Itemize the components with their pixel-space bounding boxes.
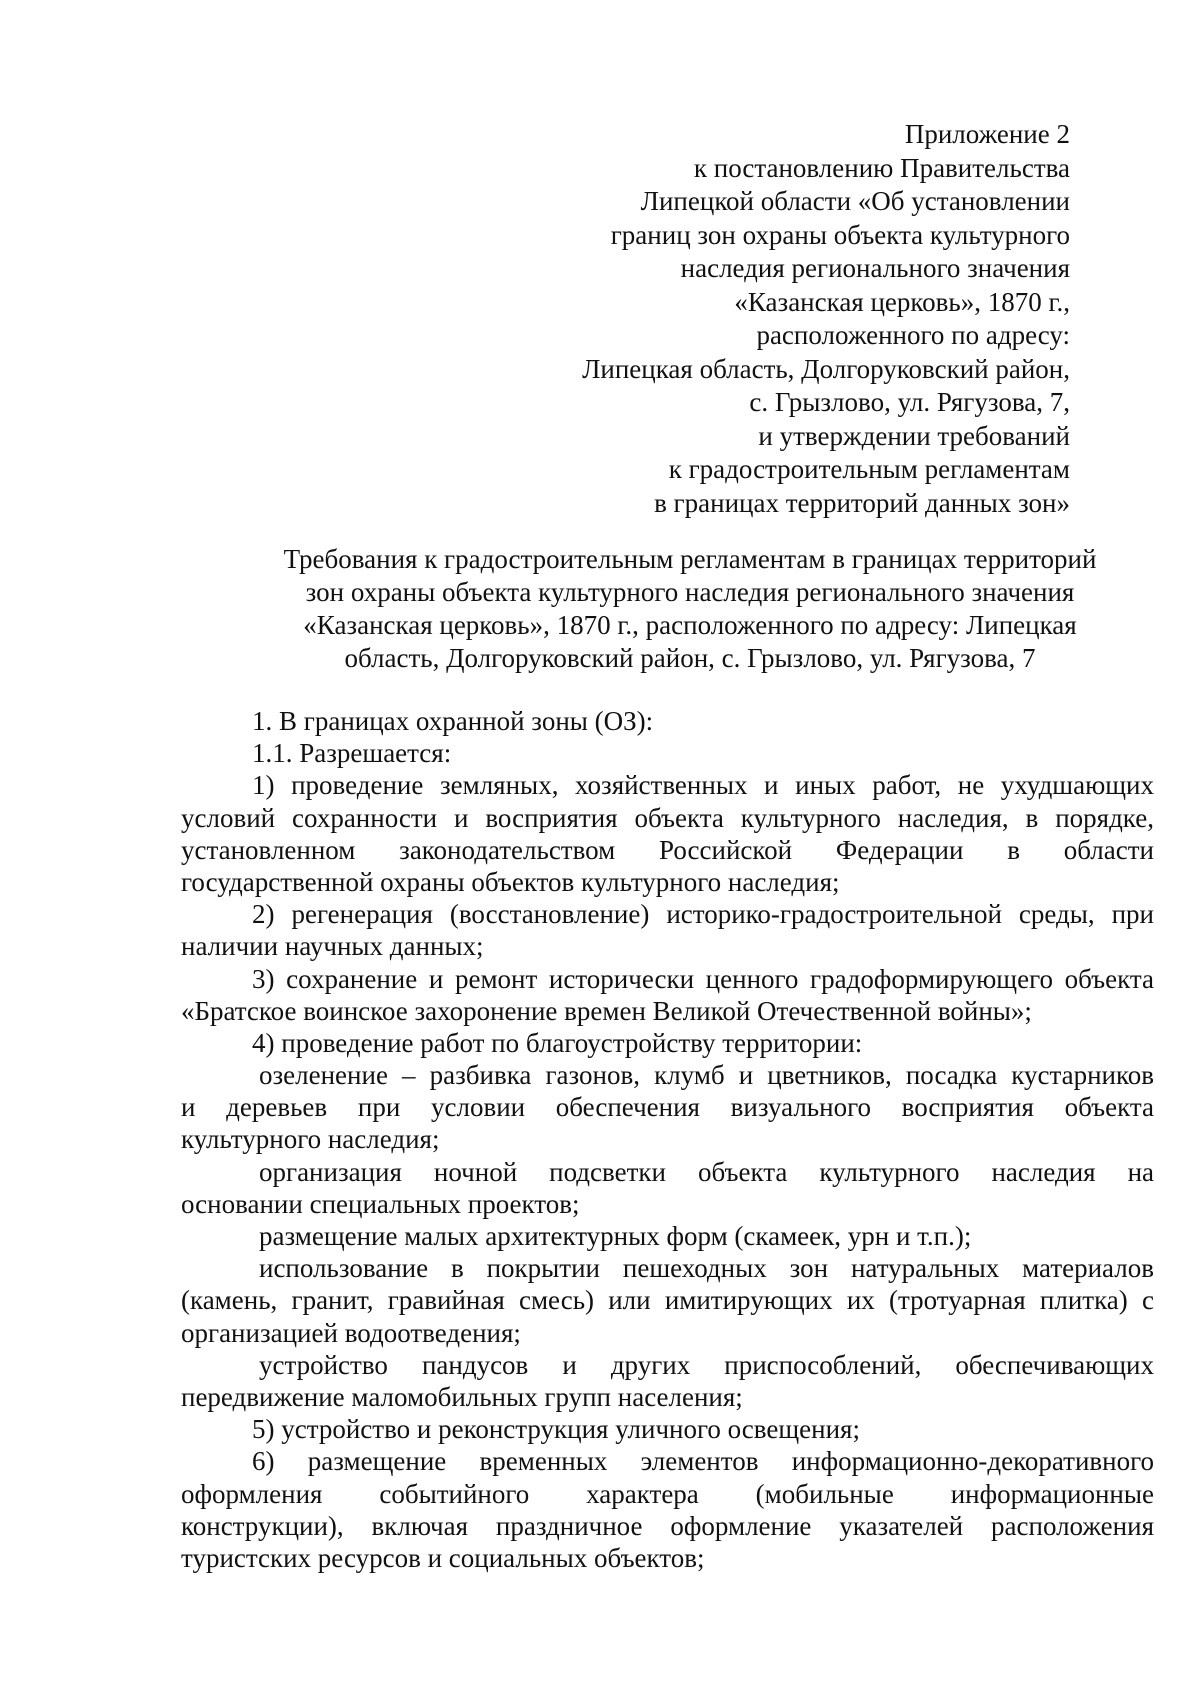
body-line: культурного наследия; <box>181 1124 440 1155</box>
body-line: установленном законодательством Российской Федерации в области <box>181 834 1154 865</box>
body-line: 6) размещение временных элементов информационно-декоративного <box>252 1446 1154 1477</box>
appendix-line: Приложение 2 <box>904 119 1070 149</box>
appendix-line: и утверждении требований <box>758 420 1070 451</box>
appendix-line: Липецкой области «Об установлении <box>640 186 1070 216</box>
body-line: наличии научных данных; <box>181 931 484 962</box>
body-line: озеленение – разбивка газонов, клумб и цветников, посадка кустарников <box>259 1060 1154 1091</box>
document-title <box>230 543 1150 675</box>
appendix-line: к градостроительным регламентам <box>668 454 1070 484</box>
body-line: использование в покрытии пешеходных зон натуральных материалов <box>259 1253 1154 1284</box>
appendix-line: наследия регионального значения <box>680 253 1070 283</box>
body-line: 1.1. Разрешается: <box>252 738 452 769</box>
body-line: туристских ресурсов и социальных объектов; <box>181 1542 705 1573</box>
title-line: область, Долгоруковский район, с. Грызлово, ул. Рягузова, 7 <box>344 643 1036 673</box>
document-body <box>181 705 1154 1574</box>
body-line: 2) регенерация (восстановление) историко-градостроительной среды, при <box>252 899 1154 930</box>
body-line: размещение малых архитектурных форм (скамеек, урн и т.п.); <box>259 1221 972 1251</box>
title-line: Требования к градостроительным регламентам в границах территорий <box>283 544 1097 574</box>
title-line: «Казанская церковь», 1870 г., расположенного по адресу: Липецкая <box>303 610 1077 640</box>
appendix-line: Липецкая область, Долгоруковский район, <box>582 353 1070 384</box>
body-line: 1. В границах охранной зоны (ОЗ): <box>252 706 654 736</box>
body-line: устройство пандусов и других приспособлений, обеспечивающих <box>259 1349 1154 1380</box>
body-line: государственной охраны объектов культурного наследия; <box>181 866 840 897</box>
body-line: конструкции), включая праздничное оформление указателей расположения <box>181 1510 1154 1541</box>
body-line: (камень, гранит, гравийная смесь) или имитирующих их (тротуарная плитка) с <box>181 1285 1154 1316</box>
appendix-header <box>582 118 1070 520</box>
body-line: «Братское воинское захоронение времен Великой Отечественной войны»; <box>181 995 1032 1026</box>
appendix-line: границ зон охраны объекта культурного <box>610 219 1070 250</box>
appendix-line: в границах территорий данных зон» <box>654 487 1070 518</box>
body-line: передвижение маломобильных групп населения; <box>181 1381 743 1412</box>
title-line: зон охраны объекта культурного наследия регионального значения <box>305 577 1075 607</box>
body-line: 5) устройство и реконструкция уличного освещения; <box>252 1414 860 1445</box>
body-line: организация ночной подсветки объекта культурного наследия на <box>259 1156 1154 1187</box>
body-line: организацией водоотведения; <box>181 1317 521 1348</box>
body-line: оформления событийного характера (мобильные информационные <box>181 1478 1154 1509</box>
appendix-line: к постановлению Правительства <box>693 152 1070 183</box>
body-line: и деревьев при условии обеспечения визуального восприятия объекта <box>181 1092 1154 1123</box>
body-line: 4) проведение работ по благоустройству территории: <box>252 1027 863 1058</box>
body-line: 1) проведение земляных, хозяйственных и иных работ, не ухудшающих <box>252 770 1154 801</box>
appendix-line: с. Грызлово, ул. Рягузова, 7, <box>749 387 1070 417</box>
body-line: условий сохранности и восприятия объекта культурного наследия, в порядке, <box>181 802 1154 833</box>
body-line: основании специальных проектов; <box>181 1188 580 1219</box>
appendix-line: «Казанская церковь», 1870 г., <box>734 286 1070 317</box>
body-line: 3) сохранение и ремонт исторически ценного градоформирующего объекта <box>252 963 1154 994</box>
appendix-line: расположенного по адресу: <box>756 320 1070 350</box>
